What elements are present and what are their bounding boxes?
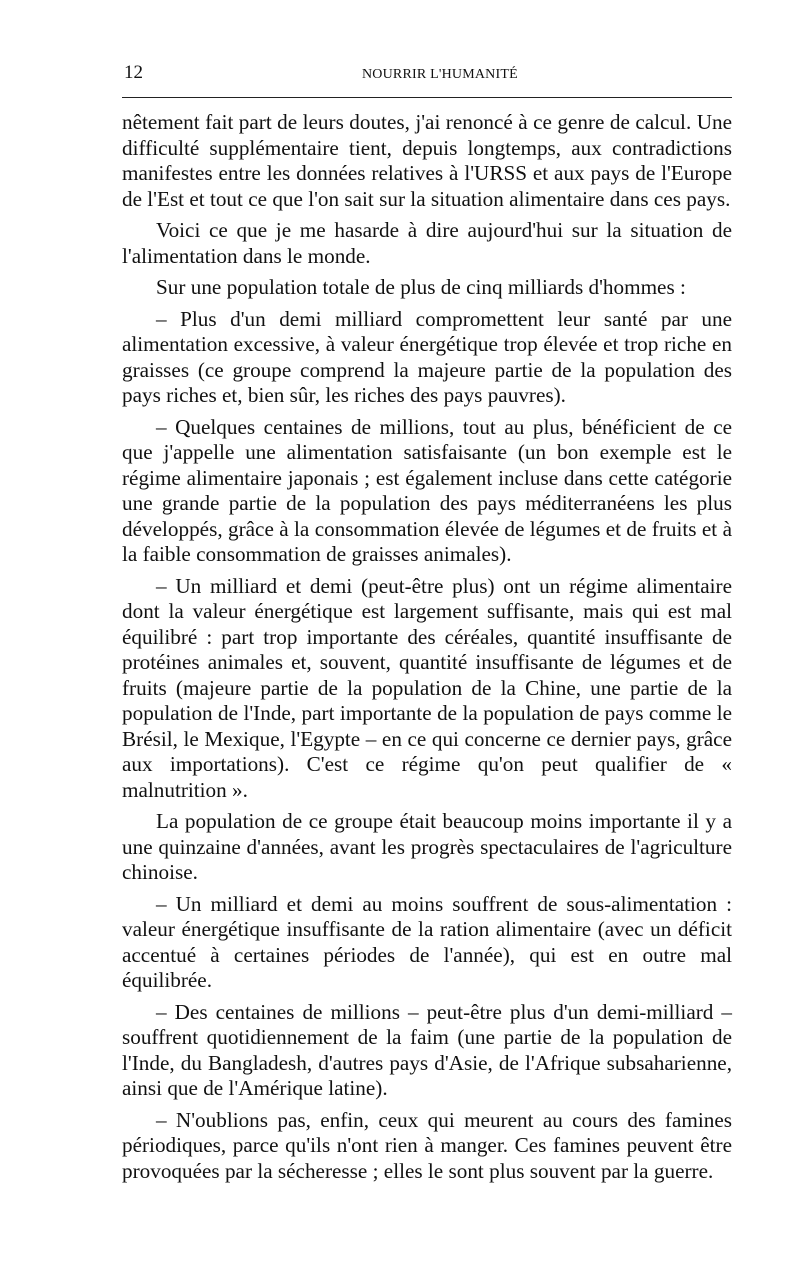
paragraph: – Quelques centaines de millions, tout au plus, bénéficient de ce que j'appelle une alimentation satisfaisante (un bon exemple est le régime alimentaire japonais ; est également incluse dans cette catégorie une grande partie de la population des pays méditerranéens les plus développés, grâce à la consommation élevée de légumes et de fruits et à la faible consommation de graisses animales). — [122, 414, 732, 566]
paragraph: Sur une population totale de plus de cinq milliards d'hommes : — [156, 275, 686, 299]
paragraph: La population de ce groupe était beaucoup moins importante il y a une quinzaine d'années, avant les progrès spectaculaires de l'agriculture chinoise. — [122, 809, 732, 884]
paragraph: Voici ce que je me hasarde à dire aujourd'hui sur la situation de l'alimentation dans le monde. — [122, 218, 732, 268]
paragraph: – Un milliard et demi (peut-être plus) ont un régime alimentaire dont la valeur énergétique est largement suffisante, mais qui est mal équilibré : part trop importante des céréales, quantité insuffisante de protéines animales et, souvent, quantité insuffisante de légumes et de fruits (majeure partie de la population de la Chine, une partie de la population de l'Inde, part importante de la population de pays comme le Brésil, le Mexique, l'Egypte – en ce qui concerne ce dernier pays, grâce aux importations). C'est ce régime qu'on peut qualifier de « malnutrition ». — [122, 573, 732, 802]
paragraph: – Un milliard et demi au moins souffrent de sous-alimentation : valeur énergétique insuffisante de la ration alimentaire (avec un déficit accentué à certaines périodes de l'année), qui est en outre mal équilibrée. — [122, 891, 732, 992]
header-rule — [122, 97, 732, 98]
running-head: NOURRIR L'HUMANITÉ — [362, 67, 518, 82]
paragraph: – Des centaines de millions – peut-être plus d'un demi-milliard – souffrent quotidiennement de la faim (une partie de la population de l'Inde, du Bangladesh, d'autres pays d'Asie, de l'Afrique subsaharienne, ainsi que de l'Amérique latine). — [122, 999, 732, 1100]
page-number: 12 — [124, 62, 143, 83]
paragraph: nêtement fait part de leurs doutes, j'ai renoncé à ce genre de calcul. Une difficulté supplémentaire tient, depuis longtemps, aux contradictions manifestes entre les données relatives à l'URSS et aux pays de l'Europe de l'Est et tout ce que l'on sait sur la situation alimentaire dans ces pays. — [122, 110, 732, 211]
paragraph: – N'oublions pas, enfin, ceux qui meurent au cours des famines périodiques, parce qu'ils n'ont rien à manger. Ces famines peuvent être provoquées par la sécheresse ; elles le sont plus souvent par la guerre. — [122, 1107, 732, 1183]
page-header — [122, 62, 734, 88]
paragraph: – Plus d'un demi milliard compromettent leur santé par une alimentation excessive, à valeur énergétique trop élevée et trop riche en graisses (ce groupe comprend la majeure partie de la population des pays riches et, bien sûr, les riches des pays pauvres). — [122, 306, 732, 407]
body-text — [122, 110, 732, 1190]
